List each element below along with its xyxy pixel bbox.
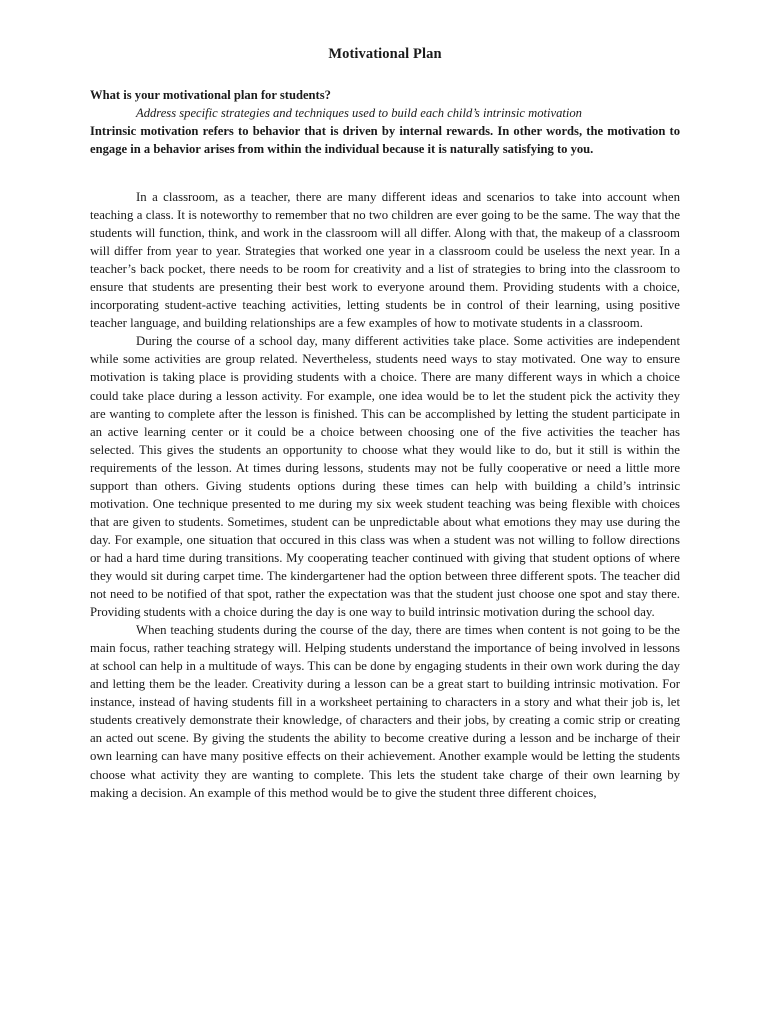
document-content (90, 44, 680, 802)
essay-paragraph-1: In a classroom, as a teacher, there are many different ideas and scenarios to take into account when teaching a class. It is noteworthy to remember that no two children are ever going to be the same. The way that the students will function, think, and work in the classroom will all differ. Along with that, the makeup of a classroom will differ from year to year. Strategies that worked one year in a classroom could be useless the next year. In a teacher’s back pocket, there needs to be room for creativity and a list of strategies to bring into the classroom to ensure that students are presenting their best work to everyone around them. Providing students with a choice, incorporating student-active teaching activities, letting students be in control of their learning, using positive teacher language, and building relationships are a few examples of how to motivate students in a classroom. (90, 190, 680, 331)
intrinsic-motivation-definition: Intrinsic motivation refers to behavior that is driven by internal rewards. In other words, the motivation to engage in a behavior arises from within the individual because it is naturally satisfying to you. (90, 124, 680, 156)
essay-paragraph-3: When teaching students during the course of the day, there are times when content is not going to be the main focus, rather teaching strategy will. Helping students understand the importance of being involved in lessons at school can help in a multitude of ways. This can be done by engaging students in their own work during the day and letting them be the leader. Creativity during a lesson can be a great start to building intrinsic motivation. For instance, instead of having students fill in a worksheet pertaining to characters in a story and what their job is, let students creatively demonstrate their knowledge, of characters and their jobs, by creating a comic strip or creating an acted out scene. By giving the students the ability to become creative during a lesson and be incharge of their own learning can have many positive effects on their achievement. Another example would be letting the students choose what activity they are wanting to complete. This lets the student take charge of their own learning by making a decision. An example of this method would be to give the student three different choices, (90, 623, 680, 800)
essay-paragraph-2: During the course of a school day, many different activities take place. Some activities are independent while some activities are group related. Nevertheless, students need ways to stay motivated. One way to ensure motivation is taking place is providing students with a choice. There are many different ways in which a choice could take place during a lesson activity. For example, one idea would be to let the student pick the activity they are wanting to complete after the lesson is finished. This can be accomplished by letting the student participate in an active learning center or it could be a choice between choosing one of the five activities the teacher has selected. This gives the students an opportunity to choose what they would like to do, but it still is within the requirements of the lesson. At times during lessons, students may not be fully cooperative or need a little more support than others. Giving students options during these times can help with building a child’s intrinsic motivation. One technique presented to me during my six week student teaching was being flexible with choices that are given to students. Sometimes, student can be unpredictable about what emotions they may use during the day. For example, one situation that occured in this class was when a student was not willing to follow directions or had a hard time during transitions. My cooperating teacher continued with giving that student options of where they would sit during carpet time. The kindergartener had the option between three different spots. The teacher did not need to be notified of that spot, rather the expectation was that the student just choose one spot and stay there. Providing students with a choice during the day is one way to build intrinsic motivation during the school day. (90, 334, 680, 620)
essay-body (90, 188, 680, 802)
prompt-question: What is your motivational plan for students? (90, 88, 331, 102)
prompt-instruction: Address specific strategies and techniques used to build each child’s intrinsic motivation (136, 106, 582, 120)
document-title: Motivational Plan (328, 46, 442, 62)
